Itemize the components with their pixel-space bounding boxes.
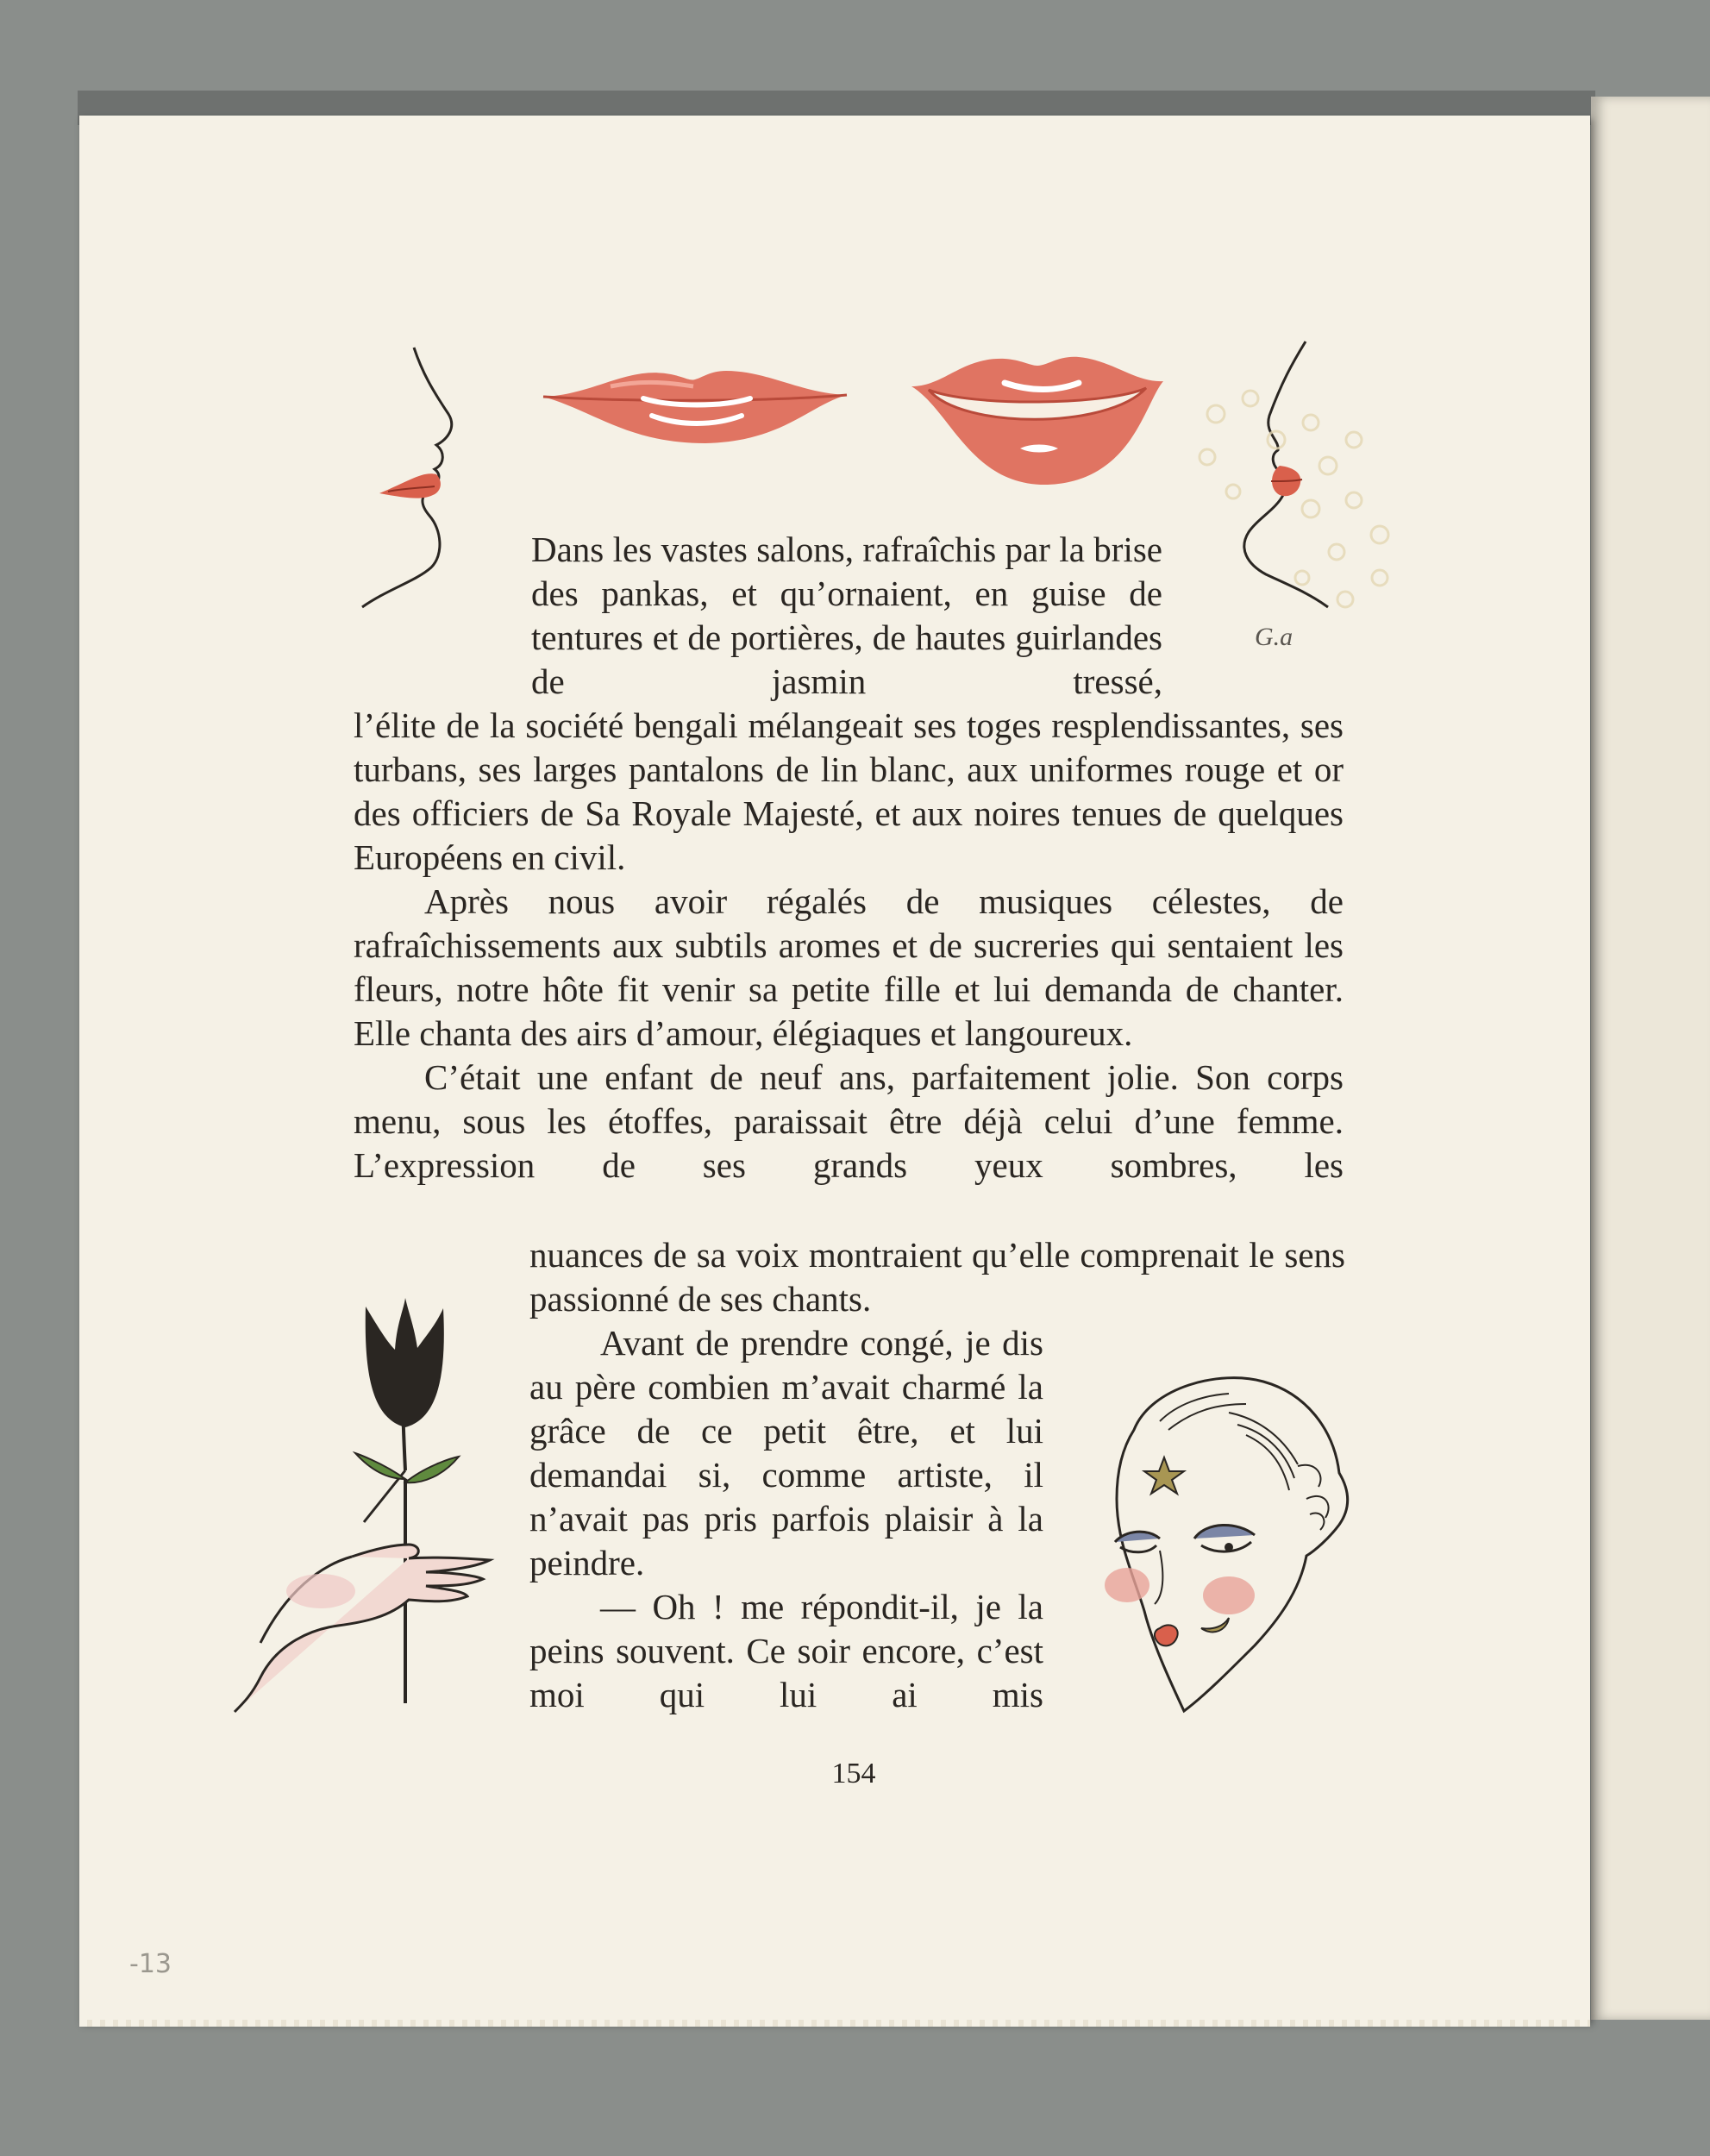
pencil-annotation: -13 xyxy=(129,1949,172,1979)
pierrot-face-icon xyxy=(1099,1369,1358,1723)
tulip-hand-icon xyxy=(226,1298,502,1712)
paragraph-3: C’était une enfant de neuf ans, parfaitement jolie. Son corps menu, sous les étoffes, paraissait être déjà celui d’une femme. L’expression de ses grands yeux sombres, les xyxy=(354,1057,1344,1185)
smiling-lips-icon xyxy=(910,352,1165,490)
faint-swirl-pattern xyxy=(1181,388,1440,647)
closed-lips-icon xyxy=(542,360,849,447)
text-block-middle xyxy=(354,704,1344,1188)
page-number: 154 xyxy=(831,1758,876,1789)
text-block-narrow xyxy=(529,1321,1043,1717)
next-page-edge xyxy=(1591,97,1710,2020)
text-block-top xyxy=(531,528,1162,704)
paragraph-1: Dans les vastes salons, rafraîchis par la brise des pankas, et qu’ornaient, en guise de tentures et de portières, de hautes guirlandes de jasmin tressé, xyxy=(531,530,1162,701)
paragraph-5: — Oh ! me répondit-il, je la peins souvent. Ce soir encore, c’est moi qui lui ai mis xyxy=(529,1587,1043,1714)
artist-signature: G.a xyxy=(1255,623,1293,651)
paragraph-4: Avant de prendre congé, je dis au père combien m’avait charmé la grâce de ce petit être, et lui demandai si, comme artiste, il n’avait pas pris parfois plaisir à la peindre. xyxy=(529,1323,1043,1583)
paragraph-1-cont: l’élite de la société bengali mélangeait ses toges resplendissantes, ses turbans, ses larges pantalons de lin blanc, aux uniformes rouge et or des officiers de Sa Royale Majesté, et aux noires tenues de quelques Européens en civil. xyxy=(354,705,1344,877)
text-block-continued xyxy=(529,1233,1345,1321)
paragraph-2: Après nous avoir régalés de musiques célestes, de rafraîchissements aux subtils aromes et de sucreries qui sentaient les fleurs, notre hôte fit venir sa petite fille et lui demanda de chanter. Elle chanta des airs d’amour, élégiaques et langoureux. xyxy=(354,881,1344,1053)
paragraph-3-cont: nuances de sa voix montraient qu’elle comprenait le sens passionné de ses chants. xyxy=(529,1235,1345,1319)
profile-left-icon xyxy=(362,343,483,619)
